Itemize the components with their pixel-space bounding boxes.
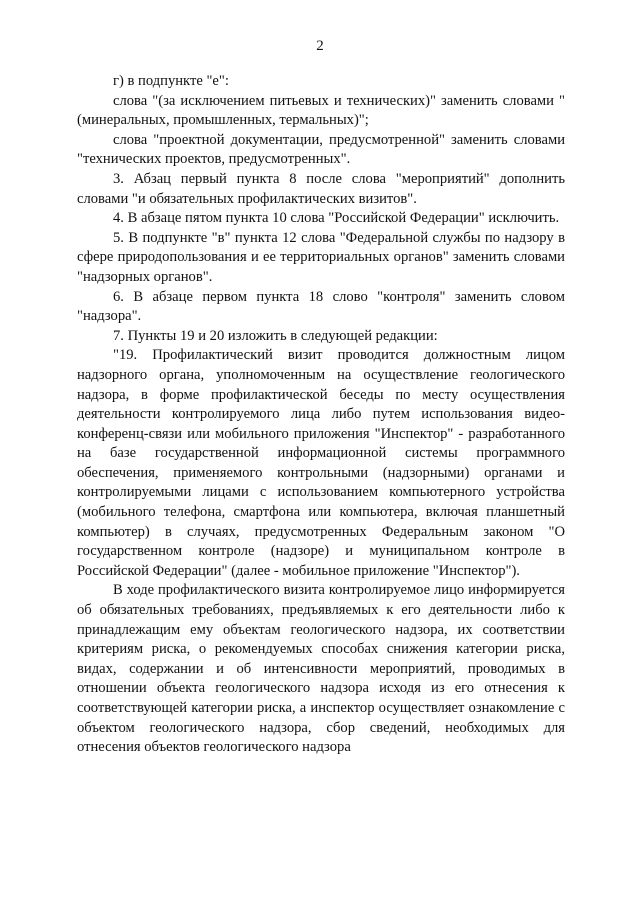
paragraph-subpoint-g: г) в подпункте "е": (113, 73, 229, 89)
paragraph-item-7: 7. Пункты 19 и 20 изложить в следующей редакции: (113, 327, 438, 344)
paragraph-replace-words-1: слова "(за исключением питьевых и технических)" заменить словами "(минеральных, промышленных, термальных)"; (77, 92, 565, 129)
page-number: 2 (316, 38, 324, 54)
paragraph-item-4: 4. В абзаце пятом пункта 10 слова "Российской Федерации" исключить. (113, 210, 560, 227)
paragraph-point-19: "19. Профилактический визит проводится должностным лицом надзорного органа, уполномоченным на осуществление геологического надзора, в форме профилактической беседы по месту осуществления деятельности контролируемого лица либо путем использования видео-конференц-связи или мобильного приложения "Инспектор" - разработанного на базе государственной информационной системы программного обеспечения, применяемого контрольными (надзорными) органами и контролируемыми лицами с использованием компьютерного устройства (мобильного телефона, смартфона или компьютера, включая планшетный компьютер) в случаях, предусмотренных Федеральным законом "О государственном контроле (надзоре) и муниципальном контроле в Российской Федерации" (далее - мобильное приложение "Инспектор"). (77, 347, 565, 579)
paragraph-replace-words-2: слова "проектной документации, предусмотренной" заменить словами "технических проектов, предусмотренных". (77, 131, 565, 168)
document-body (77, 72, 565, 758)
paragraph-item-5: 5. В подпункте "в" пункта 12 слова "Федеральной службы по надзору в сфере природопользования и ее территориальных органов" заменить словами "надзорных органов". (77, 229, 565, 285)
paragraph-visit-informing: В ходе профилактического визита контролируемое лицо информируется об обязательных требованиях, предъявляемых к его деятельности либо к принадлежащим ему объектам геологического надзора, их соответствии критериям риска, о рекомендуемых способах снижения категории риска, видах, содержании и об интенсивности мероприятий, проводимых в отношении объекта геологического надзора исходя из его отнесения к соответствующей категории риска, а инспектор осуществляет ознакомление с объектом геологического надзора, сбор сведений, необходимых для отнесения объектов геологического надзора (77, 582, 565, 756)
paragraph-item-6: 6. В абзаце первом пункта 18 слово "контроля" заменить словом "надзора". (77, 288, 565, 325)
paragraph-item-3: 3. Абзац первый пункта 8 после слова "мероприятий" дополнить словами "и обязательных профилактических визитов". (77, 170, 565, 207)
